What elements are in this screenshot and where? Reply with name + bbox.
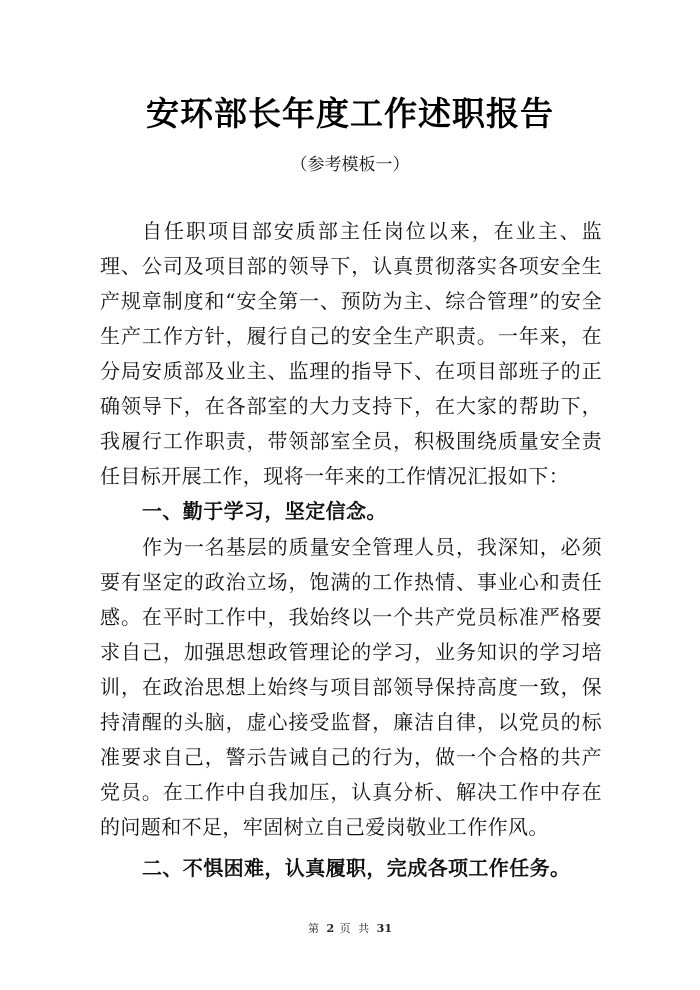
- footer-total-pages: 31: [376, 922, 392, 935]
- document-body: [100, 214, 602, 886]
- section-heading-2: 二、不惧困难，认真履职，完成各项工作任务。: [142, 856, 571, 880]
- section-heading-1: 一、勤于学习，坚定信念。: [142, 499, 387, 523]
- footer-page-number: 2: [326, 922, 335, 935]
- page-subtitle: （参考模板一）: [290, 155, 410, 175]
- footer-middle: 页 共: [339, 922, 372, 935]
- footer-prefix: 第: [308, 922, 322, 935]
- page-footer: [0, 920, 700, 936]
- section-1-paragraph: 作为一名基层的质量安全管理人员，我深知，必须要有坚定的政治立场，饱满的工作热情、事业心和责任感。在平时工作中，我始终以一个共产党员标准严格要求自己，加强思想政管理论的学习，业务知识的学习培训，在政治思想上始终与项目部领导保持高度一致，保持清醒的头脑，虚心接受监督，廉洁自律，以党员的标准要求自己，警示告诫自己的行为，做一个合格的共产党员。在工作中自我加压，认真分析、解决工作中存在的问题和不足，牢固树立自己爱岗敬业工作作风。: [100, 535, 602, 839]
- intro-paragraph: 自任职项目部安质部主任岗位以来，在业主、监理、公司及项目部的领导下，认真贯彻落实各项安全生产规章制度和“安全第一、预防为主、综合管理”的安全生产工作方针，履行自己的安全生产职责。一年来，在分局安质部及业主、监理的指导下、在项目部班子的正确领导下，在各部室的大力支持下，在大家的帮助下，我履行工作职责，带领部室全员，积极围绕质量安全责任目标开展工作，现将一年来的工作情况汇报如下：: [100, 219, 602, 488]
- page-title: 安环部长年度工作述职报告: [146, 94, 554, 133]
